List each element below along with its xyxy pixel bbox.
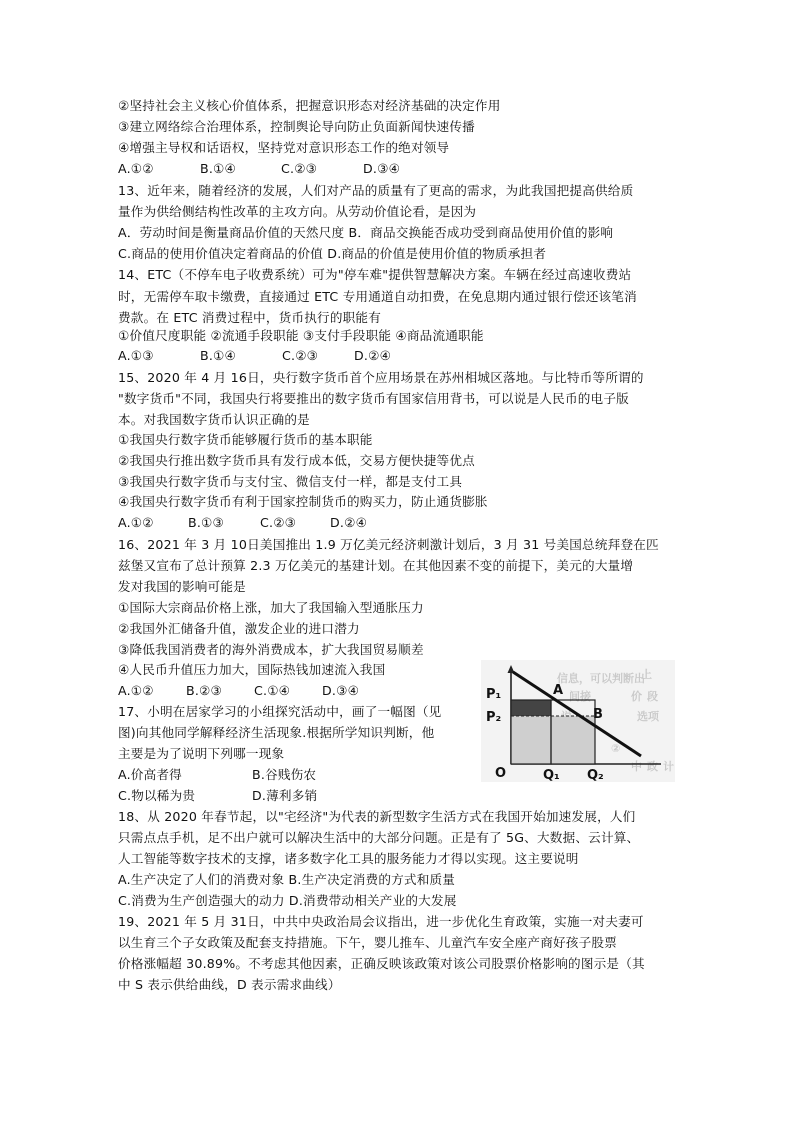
q13-choices-cd[interactable]: C.商品的使用价值决定着商品的价值 D.商品的价值是使用价值的物质承担者 <box>118 246 547 261</box>
q15-option-3: ③我国央行数字货币与支付宝、微信支付一样，都是支付工具 <box>118 474 463 489</box>
origin-label: O <box>495 766 507 781</box>
q12-choice-b[interactable]: B.①④ <box>200 161 237 176</box>
q16-stem-line-1: 16、2021 年 3 月 10日美国推出 1.9 万亿美元经济刺激计划后，3 月 31 号美国总统拜登在匹 <box>118 537 659 552</box>
q17-choice-a[interactable]: A.价高者得 <box>118 767 182 782</box>
q15-stem-line-2: "数字货币"不同，我国央行将要推出的数字货币有国家信用背书，可以说是人民币的电子版 <box>118 391 629 406</box>
q12-choices <box>118 159 400 179</box>
q12-choice-a[interactable]: A.①② <box>118 161 154 176</box>
q16-option-2: ②我国外汇储备升值，激发企业的进口潜力 <box>118 621 360 636</box>
q2-label: Q₂ <box>587 768 604 782</box>
point-a-label: A <box>553 683 564 698</box>
point-b-label: B <box>593 707 603 722</box>
q19-stem-line-1: 19、2021 年 5 月 31日，中共中央政治局会议指出，进一步优化生育政策，实施一对夫妻可 <box>118 914 644 929</box>
q17-choices-cd <box>118 786 317 806</box>
q16-option-4: ④人民币升值压力加大，国际热钱加速流入我国 <box>118 662 386 677</box>
bleed-text-9: ② <box>611 742 621 755</box>
q16-option-1: ①国际大宗商品价格上涨，加大了我国输入型通胀压力 <box>118 600 424 615</box>
q17-stem-line-2: 图)向其他同学解释经济生活现象.根据所学知识判断，他 <box>118 725 435 740</box>
q15-choices <box>118 513 367 533</box>
q19-stem-line-4: 中 S 表示供给曲线，D 表示需求曲线） <box>118 977 341 992</box>
q14-stem-line-3: 费款。在 ETC 消费过程中，货币执行的职能有 <box>118 310 381 325</box>
q17-choice-c[interactable]: C.物以稀为贵 <box>118 788 196 803</box>
q14-stem-line-1: 14、ETC（不停车电子收费系统）可为"停车难"提供智慧解决方案。车辆在经过高速收费站 <box>118 267 632 282</box>
q13-stem-line-1: 13、近年来，随着经济的发展，人们对产品的质量有了更高的需求，为此我国把提高供给质 <box>118 183 634 198</box>
q14-choice-a[interactable]: A.①③ <box>118 348 154 363</box>
q16-choice-d[interactable]: D.③④ <box>322 683 360 698</box>
q15-option-4: ④我国央行数字货币有利于国家控制货币的购买力，防止通货膨胀 <box>118 494 488 509</box>
price-quantity-diagram <box>481 660 675 782</box>
q14-choices <box>118 346 391 366</box>
q15-stem-line-1: 15、2020 年 4 月 16日，央行数字货币首个应用场景在苏州相城区落地。与比特币等所谓的 <box>118 370 644 385</box>
q16-choice-a[interactable]: A.①② <box>118 683 154 698</box>
q16-stem-line-3: 发对我国的影响可能是 <box>118 579 246 594</box>
p2-label: P₂ <box>486 710 502 725</box>
q16-choice-c[interactable]: C.①④ <box>254 683 291 698</box>
q18-stem-line-1: 18、从 2020 年春节起，以"宅经济"为代表的新型数字生活方式在我国开始加速发展，人们 <box>118 809 636 824</box>
q16-option-3: ③降低我国消费者的海外消费成本，扩大我国贸易顺差 <box>118 642 424 657</box>
q15-choice-b[interactable]: B.①③ <box>188 515 225 530</box>
q17-choice-d[interactable]: D.薄利多销 <box>252 788 318 803</box>
bleed-text-7: 选项 <box>637 710 659 723</box>
q1-label: Q₁ <box>543 768 560 782</box>
bleed-text-4: 价 <box>631 690 642 703</box>
q16-choices <box>118 681 359 701</box>
bleed-text-2: 信息，可以判断出 <box>557 672 645 685</box>
q14-choice-d[interactable]: D.②④ <box>354 348 392 363</box>
q14-options: ①价值尺度职能 ②流通手段职能 ③支付手段职能 ④商品流通职能 <box>118 328 484 343</box>
q18-choices-cd[interactable]: C.消费为生产创造强大的动力 D.消费带动相关产业的大发展 <box>118 893 457 908</box>
bleed-text-3: 间接 <box>569 690 591 703</box>
q16-stem-line-2: 兹堡又宣布了总计预算 2.3 万亿美元的基建计划。在其他因素不变的前提下，美元的大量增 <box>118 558 634 573</box>
q14-choice-c[interactable]: C.②③ <box>282 348 319 363</box>
bleed-text-1: 上 <box>641 668 652 681</box>
shaded-area-top <box>511 700 551 716</box>
q17-choice-b[interactable]: B.谷贱伤农 <box>252 767 317 782</box>
q12-option-3: ③建立网络综合治理体系，控制舆论导向防止负面新闻快速传播 <box>118 119 475 134</box>
q18-stem-line-3: 人工智能等数字技术的支撑，诸多数字化工具的服务能力才得以实现。这主要说明 <box>118 851 579 866</box>
q17-stem-line-1: 17、小明在居家学习的小组探究活动中，画了一幅图（见 <box>118 704 442 719</box>
q19-stem-line-3: 价格涨幅超 30.89%。不考虑其他因素，正确反映该政策对该公司股票价格影响的图示是（其 <box>118 956 645 971</box>
q14-stem-line-2: 时，无需停车取卡缴费，直接通过 ETC 专用通道自动扣费，在免息期内通过银行偿还该笔消 <box>118 289 637 304</box>
q12-choice-d[interactable]: D.③④ <box>363 161 401 176</box>
q12-choice-c[interactable]: C.②③ <box>281 161 318 176</box>
q15-choice-d[interactable]: D.②④ <box>330 515 368 530</box>
q13-stem-line-2: 量作为供给侧结构性改革的主攻方向。从劳动价值论看，是因为 <box>118 204 477 219</box>
shaded-area-left <box>511 716 551 764</box>
q14-choice-b[interactable]: B.①④ <box>200 348 237 363</box>
bleed-text-11: 政 <box>647 760 658 773</box>
q15-choice-c[interactable]: C.②③ <box>260 515 297 530</box>
q16-choice-b[interactable]: B.②③ <box>186 683 223 698</box>
bleed-text-12: 计 <box>663 760 674 773</box>
q12-option-4: ④增强主导权和话语权，坚持党对意识形态工作的绝对领导 <box>118 140 450 155</box>
p1-label: P₁ <box>486 687 502 702</box>
q18-choices-ab[interactable]: A.生产决定了人们的消费对象 B.生产决定消费的方式和质量 <box>118 872 456 887</box>
bleed-text-10: 中 <box>631 760 642 773</box>
q17-stem-line-3: 主要是为了说明下列哪一现象 <box>118 746 285 761</box>
q13-choices-ab[interactable]: A．劳动时间是衡量商品价值的天然尺度 B．商品交换能否成功受到商品使用价值的影响 <box>118 225 614 240</box>
q17-figure <box>481 660 675 782</box>
q15-choice-a[interactable]: A.①② <box>118 515 154 530</box>
q17-choices-ab <box>118 765 316 785</box>
q15-option-2: ②我国央行推出数字货币具有发行成本低，交易方便快捷等优点 <box>118 453 475 468</box>
bleed-text-5: 段 <box>647 690 658 703</box>
q12-option-2: ②坚持社会主义核心价值体系，把握意识形态对经济基础的决定作用 <box>118 98 501 113</box>
q19-stem-line-2: 以生育三个子女政策及配套支持措施。下午，婴儿推车、儿童汽车安全座产商好孩子股票 <box>118 935 617 950</box>
q15-stem-line-3: 本。对我国数字货币认识正确的是 <box>118 412 310 427</box>
q15-option-1: ①我国央行数字货币能够履行货币的基本职能 <box>118 432 373 447</box>
q18-stem-line-2: 只需点点手机，足不出户就可以解决生活中的大部分问题。正是有了 5G、大数据、云计算、 <box>118 830 640 845</box>
